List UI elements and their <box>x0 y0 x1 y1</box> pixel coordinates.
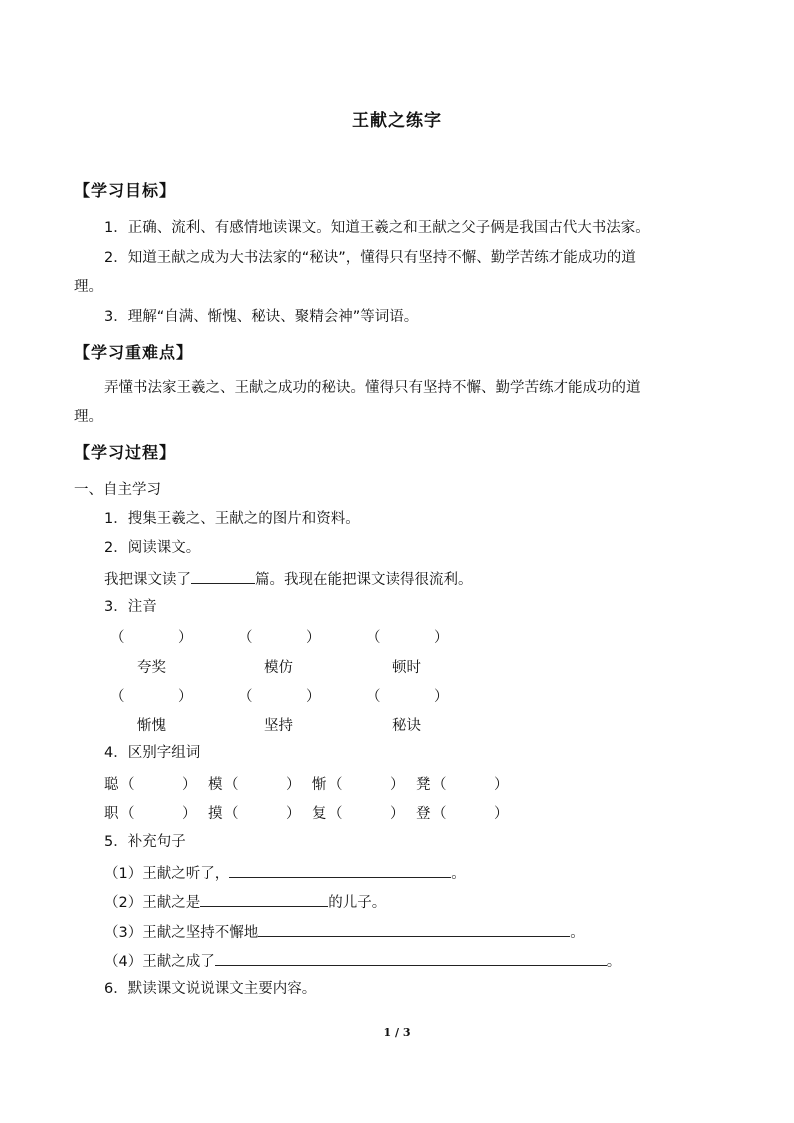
pinyin-word: 秘诀 <box>392 718 421 734</box>
paren-open: （ <box>120 777 135 793</box>
period: 。 <box>570 925 585 941</box>
paren-close: ） <box>182 777 197 793</box>
goal-item-2: 2．知道王献之成为大书法家的“秘诀”，懂得只有坚持不懈、勤学苦练才能成功的道 <box>104 250 636 266</box>
pinyin-word: 惭愧 <box>137 718 166 734</box>
step-6: 6．默读课文说说课文主要内容。 <box>104 981 317 997</box>
pinyin-word: 坚持 <box>264 718 293 734</box>
pinyin-row-1 <box>0 626 794 646</box>
page-number: 1 / 3 <box>383 1026 411 1039</box>
paren-open: （ <box>110 630 125 646</box>
paren-open: （ <box>224 806 239 822</box>
step-1: 1．搜集王羲之、王献之的图片和资料。 <box>104 511 360 527</box>
paren-open: （ <box>238 630 253 646</box>
goal-item-1: 1．正确、流利、有感情地读课文。知道王羲之和王献之父子俩是我国古代大书法家。 <box>104 220 650 236</box>
sentence-3-blank[interactable] <box>258 920 570 937</box>
compare-row-1 <box>0 773 794 793</box>
sentence-1-pre: （1）王献之听了， <box>104 866 230 882</box>
sentence-4-pre: （4）王献之成了 <box>104 954 215 970</box>
goals-heading: 【学习目标】 <box>74 181 177 200</box>
pinyin-words-row-2 <box>0 714 794 734</box>
paren-close: ） <box>494 806 509 822</box>
compare-char: 模 <box>208 777 223 793</box>
sentence-2-post: 的儿子。 <box>328 895 387 911</box>
period: 。 <box>451 866 466 882</box>
sentence-4 <box>104 949 621 972</box>
pinyin-word: 夸奖 <box>137 660 166 676</box>
paren-close: ） <box>494 777 509 793</box>
paren-close: ） <box>390 777 405 793</box>
pinyin-word: 模仿 <box>264 660 293 676</box>
compare-char: 复 <box>312 806 327 822</box>
pinyin-word: 顿时 <box>392 660 421 676</box>
sentence-3 <box>104 920 585 943</box>
sentence-4-blank[interactable] <box>215 949 607 966</box>
paren-open: （ <box>120 806 135 822</box>
sentence-2-pre: （2）王献之是 <box>104 895 201 911</box>
compare-char: 惭 <box>312 777 327 793</box>
step-2-pre: 我把课文读了 <box>104 572 191 588</box>
step-3: 3．注音 <box>104 599 157 615</box>
paren-close: ） <box>178 630 193 646</box>
paren-open: （ <box>328 777 343 793</box>
pinyin-row-2 <box>0 685 794 705</box>
paren-open: （ <box>224 777 239 793</box>
page-title: 王献之练字 <box>352 111 442 131</box>
paren-open: （ <box>110 689 125 705</box>
compare-char: 摸 <box>208 806 223 822</box>
sentence-2-blank[interactable] <box>200 890 328 907</box>
step-2-post: 篇。我现在能把课文读得很流利。 <box>255 572 473 588</box>
key-points-heading: 【学习重难点】 <box>74 343 194 362</box>
paren-open: （ <box>366 630 381 646</box>
sentence-3-pre: （3）王献之坚持不懈地 <box>104 925 259 941</box>
paren-open: （ <box>432 777 447 793</box>
step-2: 2．阅读课文。 <box>104 540 201 556</box>
key-points-line-2: 理。 <box>74 409 103 425</box>
compare-char: 登 <box>416 806 431 822</box>
key-points-line-1: 弄懂书法家王羲之、王献之成功的秘诀。懂得只有坚持不懈、勤学苦练才能成功的道 <box>104 380 641 396</box>
goal-item-2-cont: 理。 <box>74 279 103 295</box>
paren-close: ） <box>306 689 321 705</box>
paren-open: （ <box>238 689 253 705</box>
compare-char: 凳 <box>416 777 431 793</box>
sentence-1-blank[interactable] <box>229 861 451 878</box>
paren-open: （ <box>432 806 447 822</box>
step-5: 5．补充句子 <box>104 834 186 850</box>
compare-char: 职 <box>104 806 119 822</box>
paren-close: ） <box>306 630 321 646</box>
sentence-1 <box>104 861 466 884</box>
process-heading: 【学习过程】 <box>74 443 177 462</box>
step-2-fill-line <box>104 567 473 590</box>
paren-close: ） <box>178 689 193 705</box>
paren-close: ） <box>434 689 449 705</box>
compare-row-2 <box>0 802 794 822</box>
paren-close: ） <box>390 806 405 822</box>
period: 。 <box>606 954 622 970</box>
paren-close: ） <box>434 630 449 646</box>
step-4: 4．区别字组词 <box>104 745 201 761</box>
sentence-2 <box>104 890 386 913</box>
paren-close: ） <box>286 806 301 822</box>
paren-open: （ <box>366 689 381 705</box>
paren-close: ） <box>182 806 197 822</box>
read-count-blank[interactable] <box>191 567 255 584</box>
part1-heading: 一、自主学习 <box>74 482 161 498</box>
goal-item-3: 3．理解“自满、惭愧、秘诀、聚精会神”等词语。 <box>104 309 419 325</box>
paren-open: （ <box>328 806 343 822</box>
paren-close: ） <box>286 777 301 793</box>
compare-char: 聪 <box>104 777 119 793</box>
pinyin-words-row-1 <box>0 656 794 676</box>
